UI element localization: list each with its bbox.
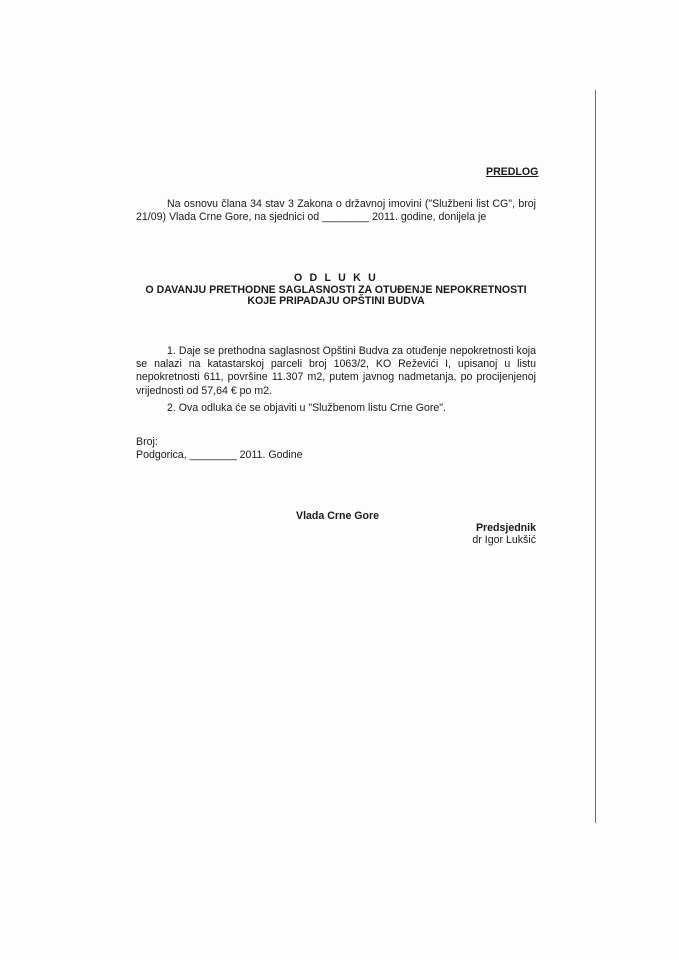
reference-number-label: Broj:: [136, 436, 158, 448]
decision-item-1: 1. Daje se prethodna saglasnost Opštini Budva za otuđenje nepokretnosti koja se nalazi na katastarskoj parceli broj 1063/2, KO Reževići I, upisanoj u listu nepokretnosti 611, površine 11.307 m2, putem javnog nadmetanja, po procijenjenoj vrijednosti od 57,64 € po m2.: [136, 345, 536, 397]
decision-subtitle-line2: KOJE PRIPADAJU OPŠTINI BUDVA: [247, 295, 425, 307]
place-date: Podgorica, ________ 2011. Godine: [136, 449, 303, 461]
decision-heading: O D L U K U: [293, 272, 379, 284]
page-edge-line: [595, 90, 596, 823]
decision-subtitle-line1: O DAVANJU PRETHODNE SAGLASNOSTI ZA OTUĐENJE NEPOKRETNOSTI: [145, 283, 527, 296]
decision-title: [136, 273, 536, 308]
signatory-name: dr Igor Lukšić: [472, 534, 536, 546]
intro-paragraph: Na osnovu člana 34 stav 3 Zakona o državnoj imovini ("Službeni list CG", broj 21/09) Vlada Crne Gore, na sjednici od ________ 2011. godine, donijela je: [136, 198, 536, 224]
decision-item-2: 2. Ova odluka će se objaviti u "Službenom listu Crne Gore".: [167, 402, 446, 414]
proposal-label: PREDLOG: [486, 166, 539, 178]
signing-institution: Vlada Crne Gore: [296, 510, 380, 522]
signatory-role: Predsjednik: [475, 522, 536, 534]
